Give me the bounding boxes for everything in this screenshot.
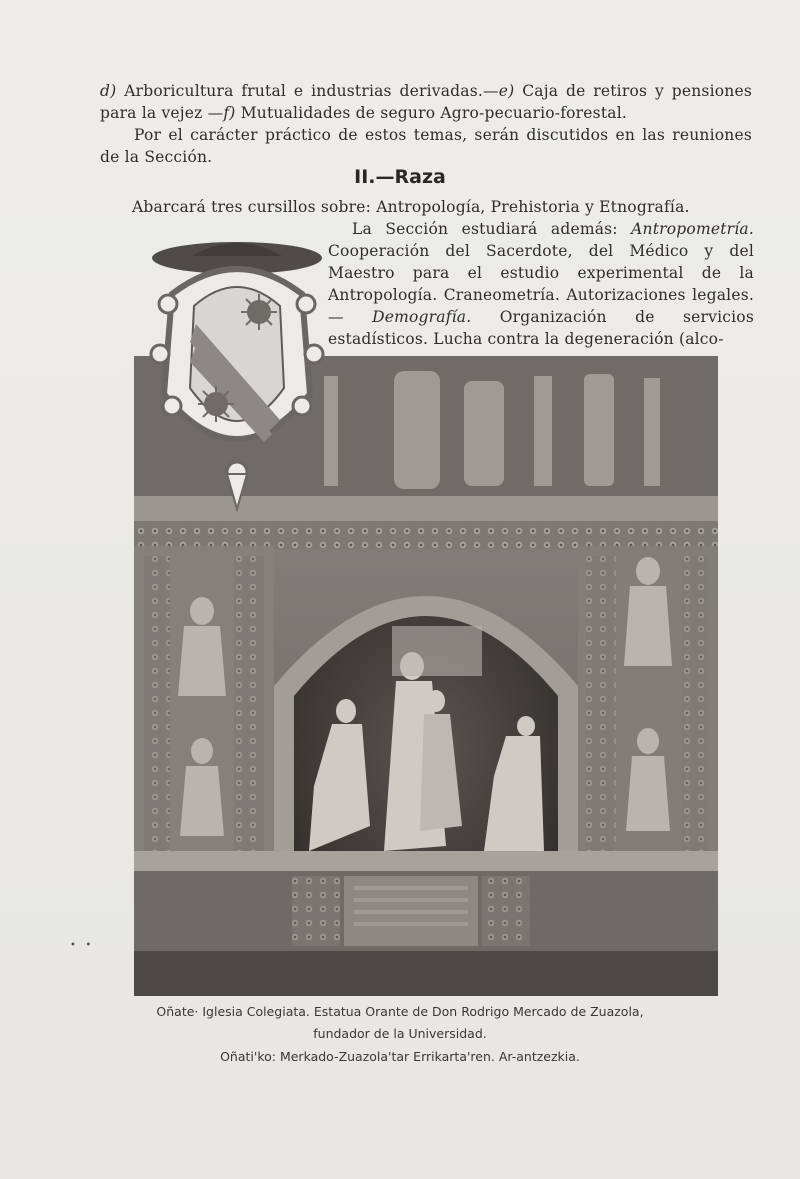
paragraph-cursillos: Abarcará tres cursillos sobre: Antropología, Prehistoria y Etnografía.: [132, 198, 690, 216]
paragraph-practical-character: Por el carácter práctico de estos temas, serán discutidos en las reuniones de la Sección.: [100, 126, 752, 166]
paragraph-subjects-list: [100, 80, 752, 124]
section-heading-raza: II.—Raza: [354, 166, 446, 188]
item-text-f: Mutualidades de seguro Agro-pecuario-forestal.: [240, 104, 627, 122]
p4-demografia: Demografía.: [372, 308, 472, 326]
item-label-d: d): [100, 82, 117, 100]
paragraph-seccion-estudiara: [328, 218, 754, 350]
caption-line-2: fundador de la Universidad.: [313, 1026, 487, 1041]
item-text-e: Caja de retiros y pensiones para la vejez —: [100, 82, 752, 122]
p4-intro: La Sección estudiará además:: [352, 220, 618, 238]
caption-line-3: Oñati'ko: Merkado-Zuazola'tar Errikarta'ren. Ar-antzezkia.: [220, 1049, 580, 1064]
caption-line-1: Oñate· Iglesia Colegiata. Estatua Orante de Don Rodrigo Mercado de Zuazola,: [156, 1004, 644, 1019]
item-text-d: Arboricultura frutal e industrias derivadas.—: [124, 82, 499, 100]
coat-of-arms: [142, 234, 332, 514]
p4-cooperacion: Cooperación del Sacerdote, del Médico y del Maestro para el estudio experimental de la Antropología. Craneometría. Autorizaciones legales. —: [328, 242, 754, 326]
p4-antropometria: Antropometría.: [631, 220, 754, 238]
item-label-f: f): [223, 104, 236, 122]
item-label-e: e): [498, 82, 515, 100]
p4-organizacion: Organización de servicios estadísticos. Lucha contra la degeneración (alco-: [328, 308, 754, 348]
margin-marks: • •: [70, 940, 92, 951]
